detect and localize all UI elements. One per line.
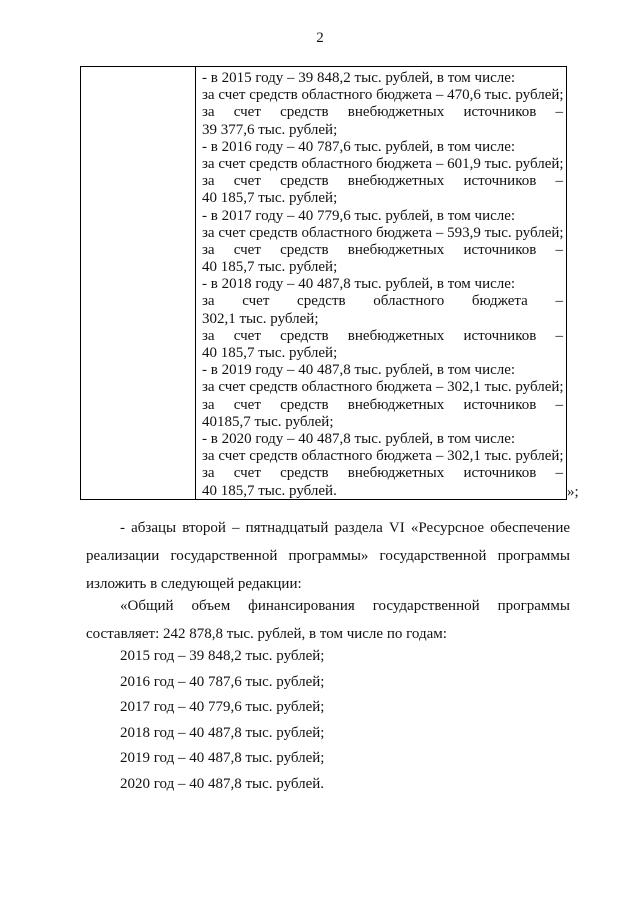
years-list (120, 644, 324, 798)
table-line: за счет средств областного бюджета – 302,1 тыс. рублей; (202, 448, 564, 465)
table-left-cell (81, 67, 196, 499)
year-item: 2018 год – 40 487,8 тыс. рублей; (120, 724, 325, 741)
paragraph-line: - абзацы второй – пятнадцатый раздела VI «Ресурсное обеспечение (120, 520, 570, 536)
year-item: 2019 год – 40 487,8 тыс. рублей; (120, 750, 325, 767)
table-line: за счет средств внебюджетных источников – (202, 241, 563, 258)
table-line: 40 185,7 тыс. рублей; (202, 345, 338, 361)
year-item: 2016 год – 40 787,6 тыс. рублей; (120, 673, 325, 690)
table-line: 302,1 тыс. рублей; (202, 310, 319, 327)
table-line: 39 377,6 тыс. рублей; (202, 121, 338, 138)
table-line: за счет средств областного бюджета – 302,1 тыс. рублей; (202, 379, 564, 396)
table-line: 40 185,7 тыс. рублей; (202, 259, 338, 276)
table-right-cell (202, 70, 563, 500)
table-line: 40 185,7 тыс. рублей. (202, 482, 337, 499)
table-line: 40 185,7 тыс. рублей; (202, 190, 338, 207)
table-line: за счет средств внебюджетных источников – (202, 104, 563, 121)
table-line: за счет средств внебюджетных источников – (202, 327, 563, 344)
table-line: за счет средств внебюджетных источников – (202, 173, 563, 190)
table-line: за счет средств внебюджетных источников – (202, 396, 563, 413)
amendment-paragraph (86, 514, 570, 598)
paragraph-line: составляет: 242 878,8 тыс. рублей, в том числе по годам: (86, 626, 447, 642)
table-line: - в 2017 году – 40 779,6 тыс. рублей, в том числе: (202, 207, 516, 224)
table-line: за счет средств областного бюджета – 470,6 тыс. рублей; (202, 87, 564, 104)
table-line: за счет средств областного бюджета – 601,9 тыс. рублей; (202, 155, 564, 172)
financing-paragraph (86, 592, 570, 648)
table-line: за счет средств внебюджетных источников – (202, 465, 563, 482)
table-line: - в 2015 году – 39 848,2 тыс. рублей, в том числе: (202, 70, 516, 86)
year-item: 2017 год – 40 779,6 тыс. рублей; (120, 699, 325, 716)
table-line: за счет средств областного бюджета – (202, 293, 563, 310)
closing-quote: »; (567, 484, 579, 500)
paragraph-line: реализации государственной программы» государственной программы (86, 548, 570, 564)
table-line: - в 2020 году – 40 487,8 тыс. рублей, в том числе: (202, 430, 516, 447)
paragraph-line: «Общий объем финансирования государственной программы (120, 598, 570, 614)
table-line: 40185,7 тыс. рублей; (202, 413, 334, 430)
table-line: - в 2018 году – 40 487,8 тыс. рублей, в том числе: (202, 276, 516, 293)
page-number: 2 (316, 30, 324, 46)
table-line: - в 2019 году – 40 487,8 тыс. рублей, в том числе: (202, 362, 516, 379)
table-line: за счет средств областного бюджета – 593,9 тыс. рублей; (202, 224, 564, 241)
year-item: 2020 год – 40 487,8 тыс. рублей. (120, 775, 325, 792)
paragraph-line: изложить в следующей редакции: (86, 576, 302, 592)
table-line: - в 2016 году – 40 787,6 тыс. рублей, в том числе: (202, 138, 516, 155)
funding-table (80, 66, 567, 500)
year-item: 2015 год – 39 848,2 тыс. рублей; (120, 648, 325, 664)
